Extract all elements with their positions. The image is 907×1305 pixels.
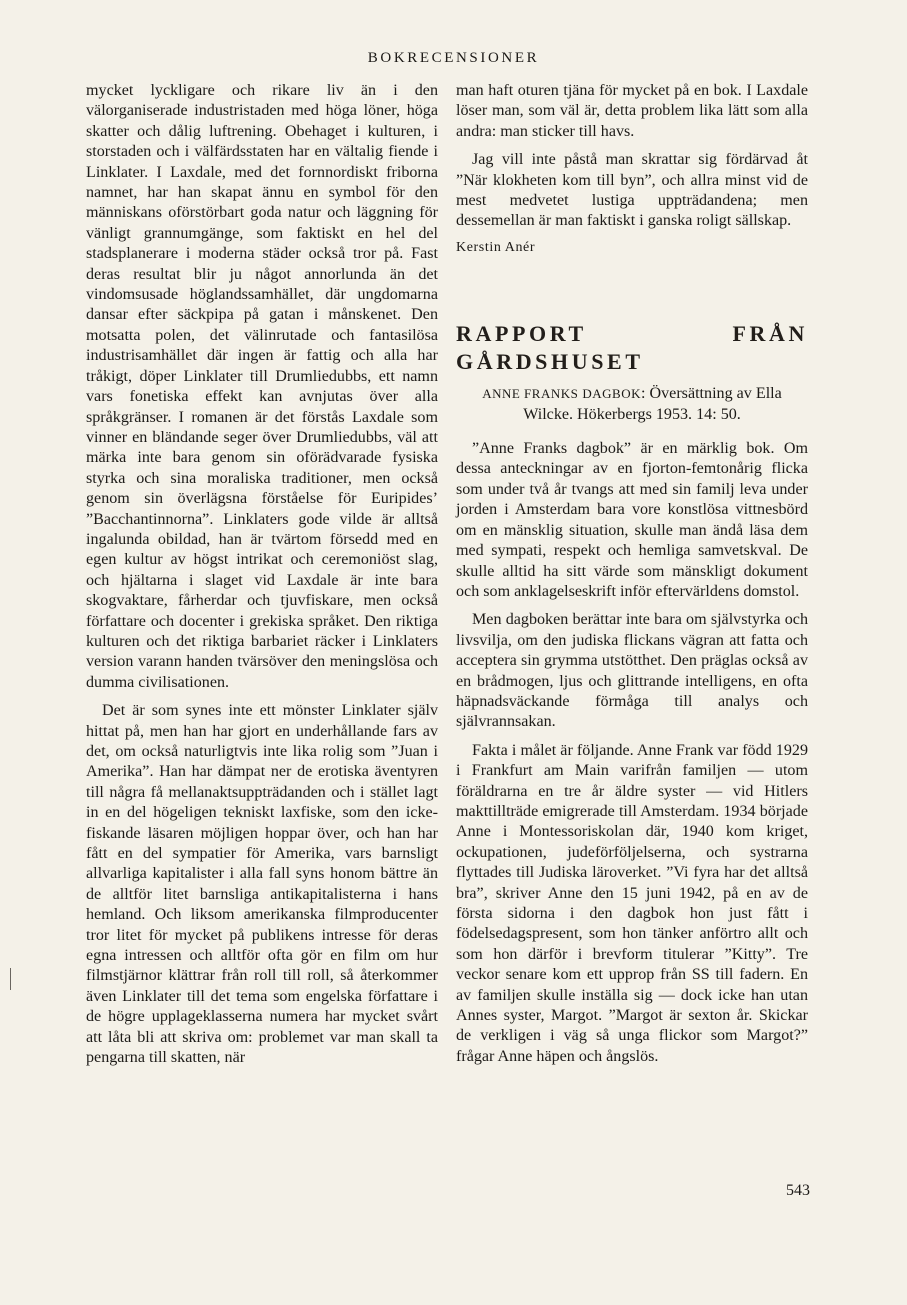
running-head: BOKRECENSIONER (367, 50, 540, 66)
book-reference (456, 384, 808, 425)
body-paragraph: Fakta i målet är följande. Anne Frank var född 1929 i Frankfurt am Main varifrån familjen — utom föräldrarna en tre år äldre syster — vid Hitlers makttillträde emigrerade till Amsterdam. 1934 började Anne i Montessoriskolan där, 1940 kom kriget, ockupationen, judeförföljelserna, och systrarna flyttades till Judiska läroverket. ”Vi fyra har det alltså bra”, skriver Anne den 15 juni 1942, på en av de första sidorna i den dagbok hon just fått i födelsedagspresent, som hon tänker anförtro allt och som hon därför i brevform titulerar ”Kitty”. Tre veckor senare kom ett upprop från SS till fadern. En av familjen skulle inställa sig — dock icke han utan Annes syster, Margot. ”Margot är sexton år. Skickar de verkligen i väg så unga flickor som Margot?” frågar Anne häpen och ångslös. (456, 741, 808, 1065)
book-author: ANNE FRANKS (482, 386, 579, 402)
left-column (86, 81, 438, 1069)
body-paragraph: ”Anne Franks dagbok” är en märklig bok. Om dessa anteckningar av en fjorton-femtonårig flicka som under två år tvangs att med sin familj leva under jorden i Amsterdam bara vore konstlösa vittnesbörd om en mänsklig situation, skulle man ändå läsa dem med sympati, respekt och hemliga samvetskval. De skulle alltid ha sitt värde som mänskligt dokument och som anklagelseskrift inför eftervärldens domstol. (456, 440, 808, 600)
body-paragraph: man haft oturen tjäna för mycket på en bok. I Laxdale löser man, som väl är, detta problem lika lätt som alla andra: man sticker till havs. (456, 82, 808, 140)
body-paragraph: Men dagboken berättar inte bara om självstyrka och livsvilja, om den judiska flickans vägran att fatta och acceptera sin grymma utstötthet. Den präglas också av en brådmogen, ljus och glittrande intelligens, en ofta häpnadsväckande förmåga till analys och självrannsakan. (456, 611, 808, 731)
book-title: DAGBOK (582, 386, 642, 402)
review-title: RAPPORT FRÅN GÅRDSHUSET (456, 321, 808, 375)
book-details: : Översättning av Ella Wilcke. Hökerbergs 1953. 14: 50. (523, 385, 782, 423)
body-paragraph: Det är som synes inte ett mönster Linklater själv hittat på, men han har gjort en underhållande fars av det, om också naturligtvis inte lika rolig som ”Juan i Amerika”. Han har dämpat ner de erotiska äventyren till några få mellanaktsuppträdanden och i stället lagt in en del högeligen tekniskt laxfiske, som den icke-fiskande läsaren möjligen hoppar över, och han har fått en del sympatier för Amerika, vars barnsligt allvarliga kapitalister i alla fall syns honom bättre än de alltför litet barnsliga antikapitalisterna i hans hemland. Och liksom amerikanska filmproducenter tror litet för mycket på publikens intresse för deras egna intressen och alltför ofta gör en film om hur filmstjärnor klättrar från roll till roll, så återkommer även Linklater till det tema som engelska författare i de högre upplageklasserna numera har mycket svårt att låta bli att skriva om: problemet var man skall ta pengarna till skatten, när (86, 702, 438, 1067)
body-paragraph: Jag vill inte påstå man skrattar sig fördärvad åt ”När klokheten kom till byn”, och allra minst vid de mest medvetet lustiga uppträdandena; men dessemellan är man faktiskt i ganska roligt sällskap. (456, 151, 808, 230)
right-column (456, 81, 808, 1067)
body-paragraph: mycket lyckligare och rikare liv än i den välorganiserade industristaden med höga löner, höga skatter och dålig luftrening. Obehaget i kulturen, i storstaden och i välfärdsstaten har en vältalig fiende i Linklater. I Laxdale, med det fornnordiskt friborna namnet, har han skapat ännu en symbol för den människans oförstörbart goda natur och läggning för vänligt grannumgänge, som faktiskt en hel del stadsplanerare i moderna städer också tror på. Fast deras resultat blir ju något annorlunda än det vindomsusade höglandssamhället, där ungdomarna dansar efter säckpipa på gatan i månskenet. Den motsatta polen, det välinrutade och fantasilösa industrisamhället där ingen är fattig och alla har tråkigt, döper Linklater till Drumliedubbs, ett namn vars fonetiska effekt kan avnjutas över alla språkgränser. I romanen är det förstås Laxdale som vinner en bländande seger över Drumliedubbs, väl att märka inte bara genom sin oförädvarade fysiska styrka och sina moraliska traditioner, men också genom sin överlägsna förståelse för Euripides’ ”Bacchantinnorna”. Linklaters gode vilde är alltså ingalunda obildad, han är tvärtom försedd med en egen kultur av högst intrikat och ceremoniöst slag, och hjältarna i slaget vid Laxdale är inte bara skogvaktare, fårherdar och tjuvfiskare, men också författare och docenter i grekiska språket. Den riktiga kulturen och det riktiga barbariet räcker i Linklaters version varann handen tvärsöver den meningslösa och dumma civilisationen. (86, 82, 438, 691)
margin-mark (10, 968, 11, 990)
page-number: 543 (786, 1182, 810, 1199)
reviewer-signature: Kerstin Anér (456, 239, 536, 255)
